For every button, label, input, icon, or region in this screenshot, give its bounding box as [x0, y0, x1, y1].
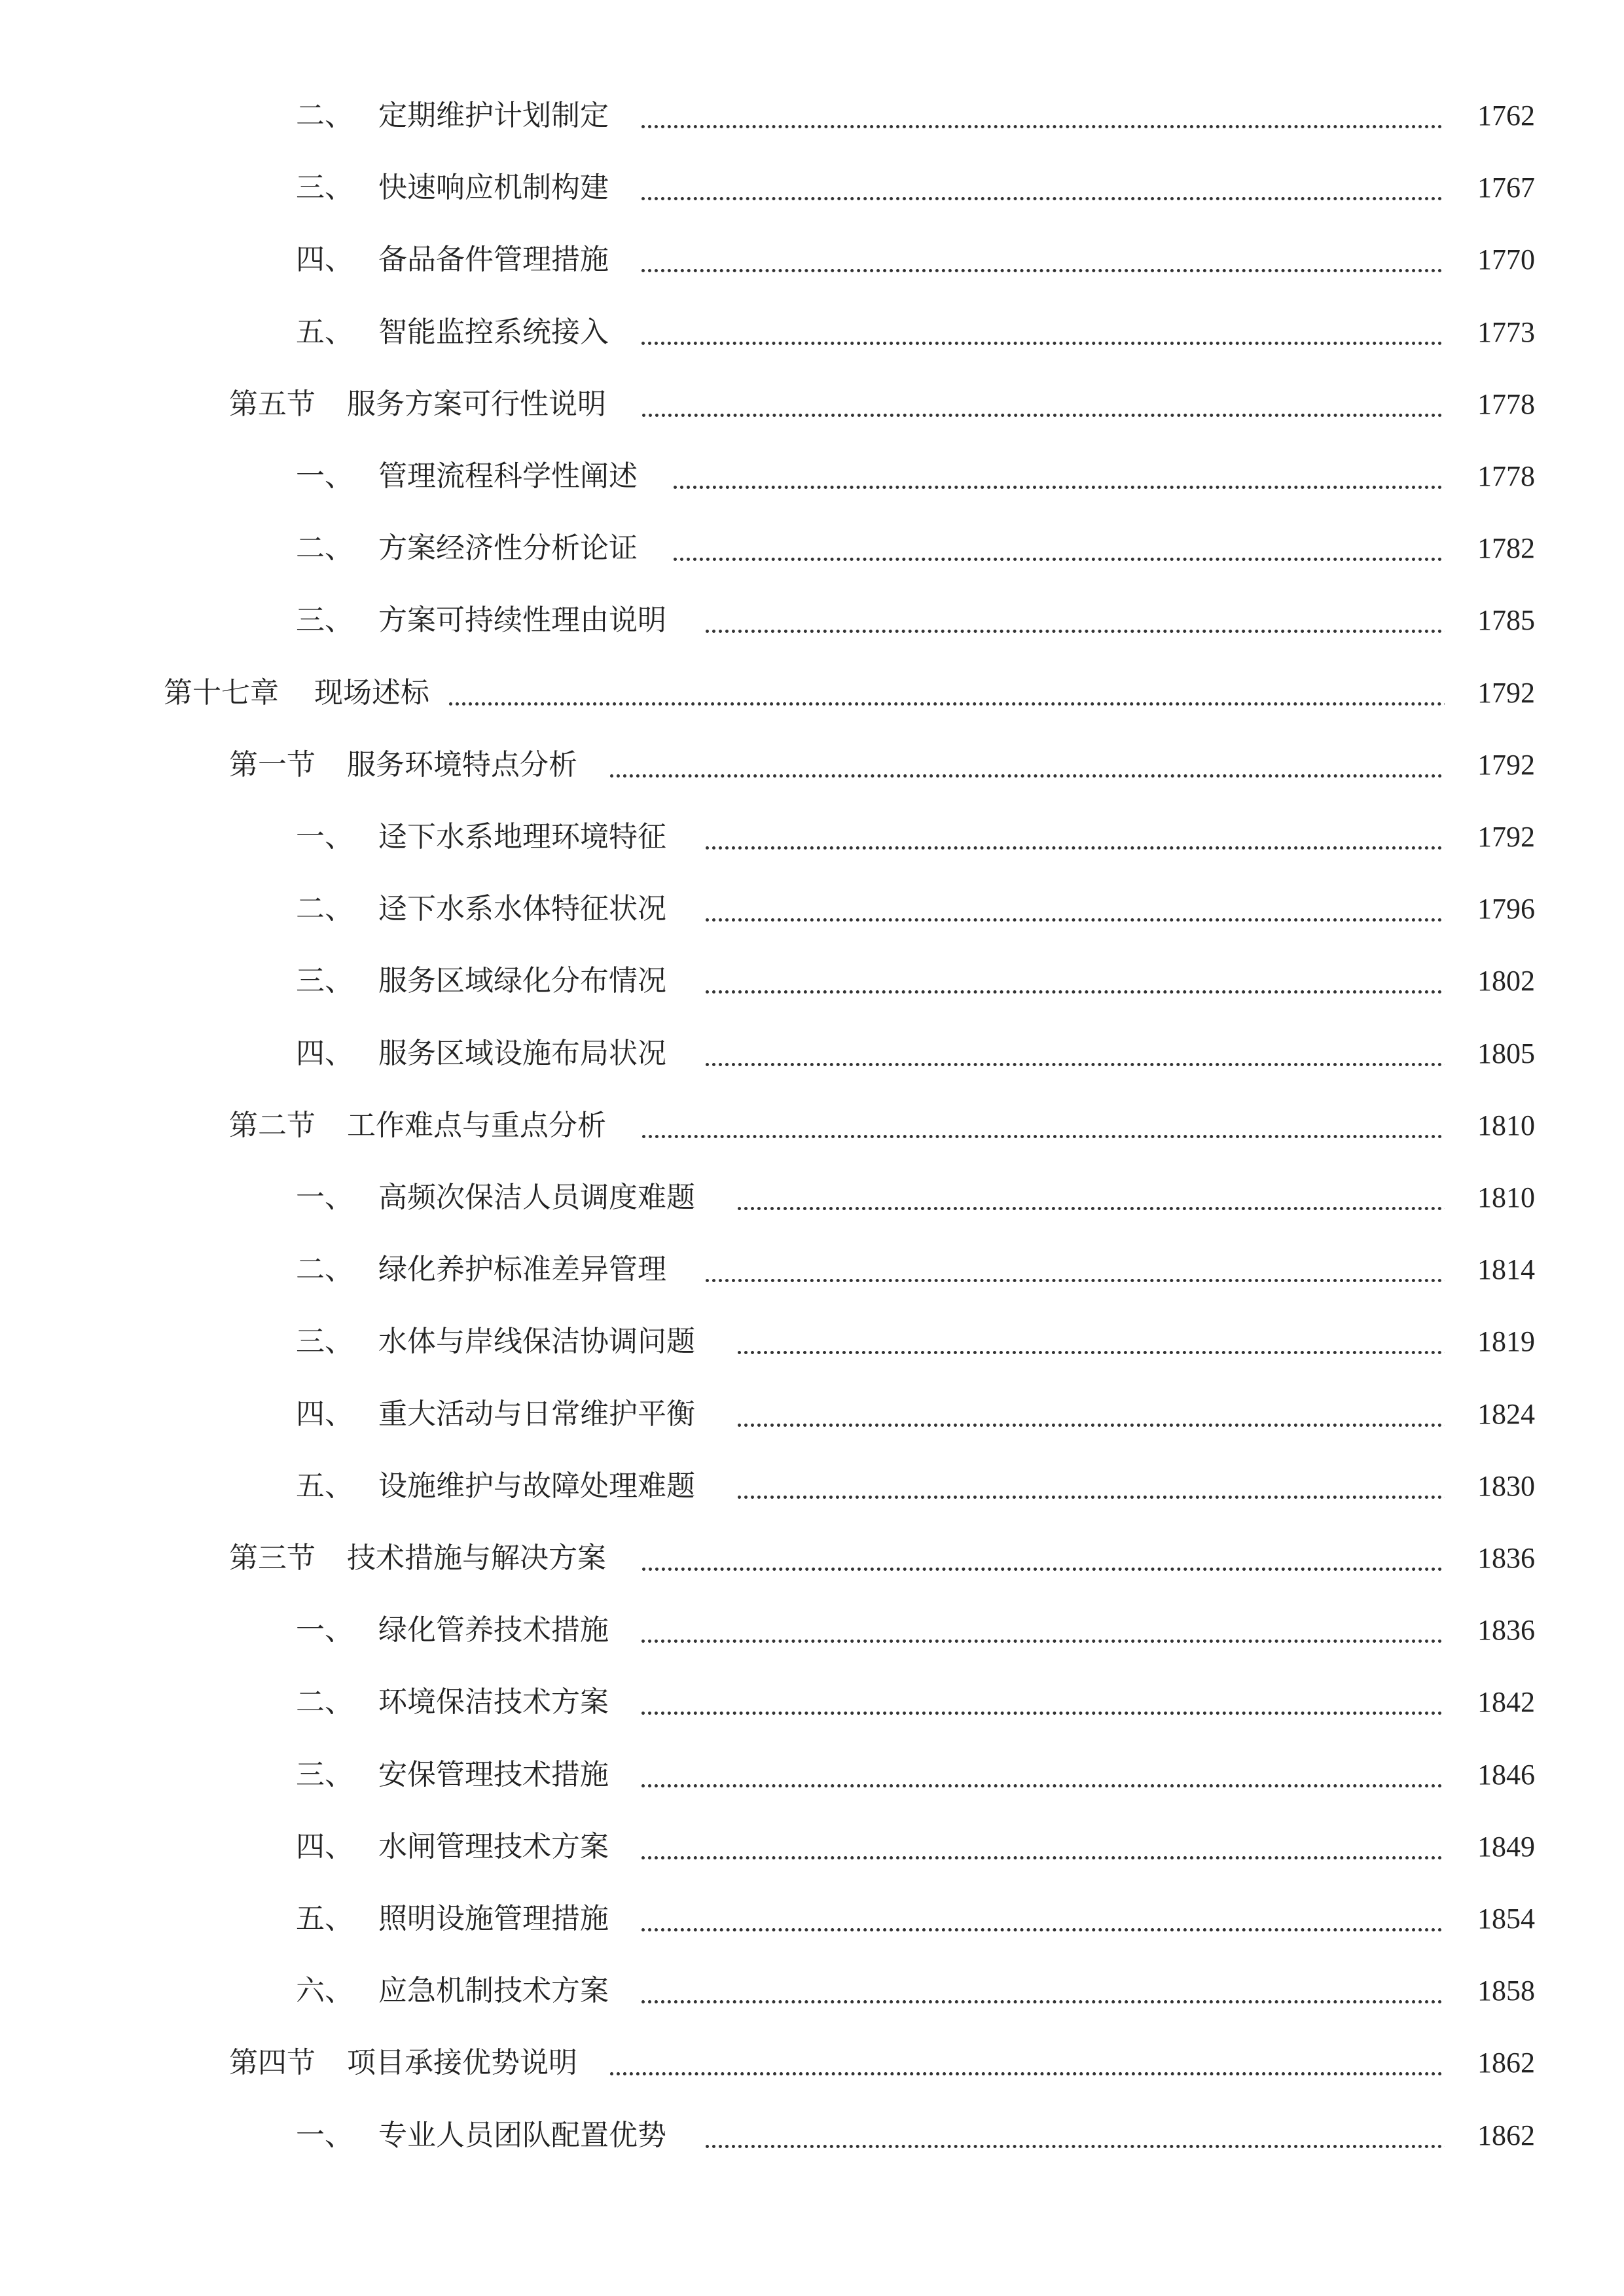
toc-dot-leader — [641, 125, 1521, 128]
toc-entry-page-number: 1846 — [1445, 1742, 1535, 1808]
toc-entry-title: 服务方案可行性说明 — [347, 387, 606, 421]
toc-entry-title: 重大活动与日常维护平衡 — [378, 1397, 695, 1431]
toc-dot-leader — [610, 774, 1521, 778]
toc-entry-title: 绿化养护标准差异管理 — [378, 1253, 666, 1287]
toc-entry[interactable] — [0, 2030, 1624, 2096]
toc-entry-page-number: 1854 — [1445, 1886, 1535, 1952]
toc-entry-page-number: 1767 — [1445, 155, 1535, 221]
toc-entry[interactable] — [0, 155, 1624, 221]
toc-entry-number: 五、 — [296, 1469, 353, 1503]
toc-entry-title: 迳下水系地理环境特征 — [378, 820, 666, 853]
toc-entry-page-number: 1770 — [1445, 227, 1535, 293]
toc-dot-leader — [641, 2000, 1521, 2003]
toc-entry[interactable] — [0, 732, 1624, 798]
toc-entry-title: 水体与岸线保洁协调问题 — [378, 1325, 695, 1359]
toc-dot-leader — [641, 1856, 1521, 1859]
toc-entry-title: 水闸管理技术方案 — [378, 1829, 609, 1863]
toc-entry-number: 一、 — [296, 459, 353, 493]
toc-entry-page-number: 1796 — [1445, 876, 1535, 942]
toc-entry-number: 三、 — [296, 603, 353, 637]
toc-entry-number: 五、 — [296, 1902, 353, 1935]
toc-entry[interactable] — [0, 1526, 1624, 1591]
toc-dot-leader — [610, 2072, 1521, 2075]
toc-entry-page-number: 1792 — [1445, 732, 1535, 798]
toc-dot-leader — [641, 1640, 1521, 1643]
toc-entry[interactable] — [0, 1670, 1624, 1735]
toc-dot-leader — [706, 2145, 1521, 2148]
toc-entry-page-number: 1814 — [1445, 1237, 1535, 1302]
toc-entry-title: 定期维护计划制定 — [378, 99, 609, 132]
toc-entry-number: 第三节 — [229, 1541, 316, 1575]
toc-entry-number: 二、 — [296, 892, 353, 926]
toc-entry-number: 四、 — [296, 1397, 353, 1431]
toc-entry[interactable] — [0, 444, 1624, 509]
toc-entry-number: 三、 — [296, 171, 353, 205]
toc-dot-leader — [642, 1135, 1521, 1138]
toc-entry-page-number: 1819 — [1445, 1309, 1535, 1374]
toc-dot-leader — [642, 1568, 1521, 1571]
toc-dot-leader — [674, 486, 1521, 489]
toc-entry[interactable] — [0, 516, 1624, 581]
toc-entry-page-number: 1782 — [1445, 516, 1535, 581]
toc-dot-leader — [641, 1712, 1521, 1715]
toc-entry[interactable] — [0, 588, 1624, 653]
toc-entry-page-number: 1858 — [1445, 1958, 1535, 2024]
toc-entry-page-number: 1810 — [1445, 1165, 1535, 1230]
toc-entry-number: 一、 — [296, 2118, 353, 2152]
toc-entry[interactable] — [0, 300, 1624, 365]
toc-entry-title: 智能监控系统接入 — [378, 315, 609, 349]
table-of-contents — [0, 83, 1624, 2243]
toc-entry-title: 服务环境特点分析 — [347, 747, 577, 781]
toc-dot-leader — [706, 1279, 1521, 1282]
toc-dot-leader — [641, 197, 1521, 200]
toc-entry[interactable] — [0, 948, 1624, 1014]
toc-entry-page-number: 1824 — [1445, 1382, 1535, 1447]
toc-entry-number: 一、 — [296, 1613, 353, 1647]
toc-dot-leader — [641, 342, 1521, 345]
toc-entry-page-number: 1792 — [1445, 660, 1535, 726]
toc-entry-number: 第二节 — [229, 1108, 316, 1142]
toc-entry-number: 二、 — [296, 1685, 353, 1719]
toc-entry-number: 第四节 — [229, 2046, 316, 2080]
toc-entry[interactable] — [0, 1454, 1624, 1519]
toc-entry[interactable] — [0, 1814, 1624, 1880]
toc-entry[interactable] — [0, 1309, 1624, 1374]
toc-entry-number: 第一节 — [229, 747, 316, 781]
toc-dot-leader — [738, 1351, 1521, 1354]
toc-entry-page-number: 1836 — [1445, 1598, 1535, 1663]
toc-dot-leader — [706, 846, 1521, 850]
toc-entry-number: 三、 — [296, 964, 353, 998]
toc-dot-leader — [449, 702, 1521, 706]
toc-entry-number: 二、 — [296, 1253, 353, 1287]
toc-entry-page-number: 1802 — [1445, 948, 1535, 1014]
toc-entry-page-number: 1862 — [1445, 2103, 1535, 2168]
toc-entry-title: 设施维护与故障处理难题 — [378, 1469, 695, 1503]
toc-entry[interactable] — [0, 1237, 1624, 1302]
toc-entry-page-number: 1805 — [1445, 1021, 1535, 1086]
toc-entry-title: 专业人员团队配置优势 — [378, 2118, 666, 2152]
toc-entry[interactable] — [0, 1958, 1624, 2024]
toc-entry-title: 现场述标 — [314, 675, 429, 709]
toc-entry-title: 技术措施与解决方案 — [347, 1541, 606, 1575]
toc-entry-number: 一、 — [296, 1181, 353, 1214]
toc-entry-number: 三、 — [296, 1325, 353, 1359]
toc-entry-page-number: 1842 — [1445, 1670, 1535, 1735]
toc-entry-page-number: 1778 — [1445, 372, 1535, 437]
toc-entry[interactable] — [0, 372, 1624, 437]
toc-entry-title: 方案可持续性理由说明 — [378, 603, 666, 637]
toc-entry[interactable] — [0, 804, 1624, 870]
toc-dot-leader — [738, 1496, 1521, 1499]
toc-entry-page-number: 1773 — [1445, 300, 1535, 365]
toc-entry-title: 环境保洁技术方案 — [378, 1685, 609, 1719]
toc-entry-title: 高频次保洁人员调度难题 — [378, 1181, 695, 1214]
toc-entry-page-number: 1830 — [1445, 1454, 1535, 1519]
toc-entry-number: 四、 — [296, 1829, 353, 1863]
toc-entry-number: 四、 — [296, 1036, 353, 1070]
toc-entry-title: 应急机制技术方案 — [378, 1974, 609, 2008]
toc-entry-page-number: 1836 — [1445, 1526, 1535, 1591]
toc-dot-leader — [738, 1424, 1521, 1427]
toc-entry-number: 二、 — [296, 531, 353, 565]
toc-entry-number: 二、 — [296, 99, 353, 132]
toc-dot-leader — [706, 630, 1521, 633]
toc-entry-title: 安保管理技术措施 — [378, 1757, 609, 1791]
toc-dot-leader — [706, 918, 1521, 922]
toc-entry-number: 五、 — [296, 315, 353, 349]
toc-dot-leader — [706, 990, 1521, 994]
toc-entry[interactable] — [0, 1382, 1624, 1447]
toc-entry-title: 服务区域绿化分布情况 — [378, 964, 666, 998]
toc-entry-page-number: 1810 — [1445, 1093, 1535, 1158]
toc-entry-title: 工作难点与重点分析 — [347, 1108, 606, 1142]
toc-entry-number: 三、 — [296, 1757, 353, 1791]
toc-dot-leader — [641, 1928, 1521, 1931]
toc-entry-number: 第十七章 — [164, 675, 279, 709]
toc-entry-number: 六、 — [296, 1974, 353, 2008]
toc-entry[interactable] — [0, 1093, 1624, 1158]
toc-entry[interactable] — [0, 1165, 1624, 1230]
toc-entry[interactable] — [0, 876, 1624, 942]
toc-entry[interactable] — [0, 227, 1624, 293]
toc-entry-title: 服务区域设施布局状况 — [378, 1036, 666, 1070]
toc-entry[interactable] — [0, 1021, 1624, 1086]
toc-entry-page-number: 1862 — [1445, 2030, 1535, 2096]
toc-dot-leader — [674, 558, 1521, 561]
toc-dot-leader — [641, 269, 1521, 272]
toc-dot-leader — [706, 1063, 1521, 1066]
toc-dot-leader — [642, 414, 1521, 417]
toc-entry-title: 备品备件管理措施 — [378, 243, 609, 277]
toc-entry-title: 照明设施管理措施 — [378, 1902, 609, 1935]
toc-entry-title: 快速响应机制构建 — [378, 171, 609, 205]
toc-entry[interactable] — [0, 1598, 1624, 1663]
toc-entry[interactable] — [0, 660, 1624, 726]
toc-entry-title: 方案经济性分析论证 — [378, 531, 638, 565]
toc-entry-page-number: 1762 — [1445, 83, 1535, 149]
toc-entry-title: 绿化管养技术措施 — [378, 1613, 609, 1647]
toc-dot-leader — [738, 1207, 1521, 1210]
toc-entry[interactable] — [0, 1742, 1624, 1808]
toc-entry-page-number: 1778 — [1445, 444, 1535, 509]
toc-entry-title: 管理流程科学性阐述 — [378, 459, 638, 493]
toc-entry[interactable] — [0, 83, 1624, 149]
toc-entry-title: 项目承接优势说明 — [347, 2046, 577, 2080]
toc-entry-title: 迳下水系水体特征状况 — [378, 892, 666, 926]
toc-entry-number: 第五节 — [229, 387, 316, 421]
toc-entry[interactable] — [0, 2103, 1624, 2168]
toc-entry-page-number: 1849 — [1445, 1814, 1535, 1880]
toc-entry-number: 一、 — [296, 820, 353, 853]
toc-entry[interactable] — [0, 1886, 1624, 1952]
toc-dot-leader — [641, 1784, 1521, 1787]
toc-entry-page-number: 1792 — [1445, 804, 1535, 870]
toc-entry-number: 四、 — [296, 243, 353, 277]
toc-entry-page-number: 1785 — [1445, 588, 1535, 653]
